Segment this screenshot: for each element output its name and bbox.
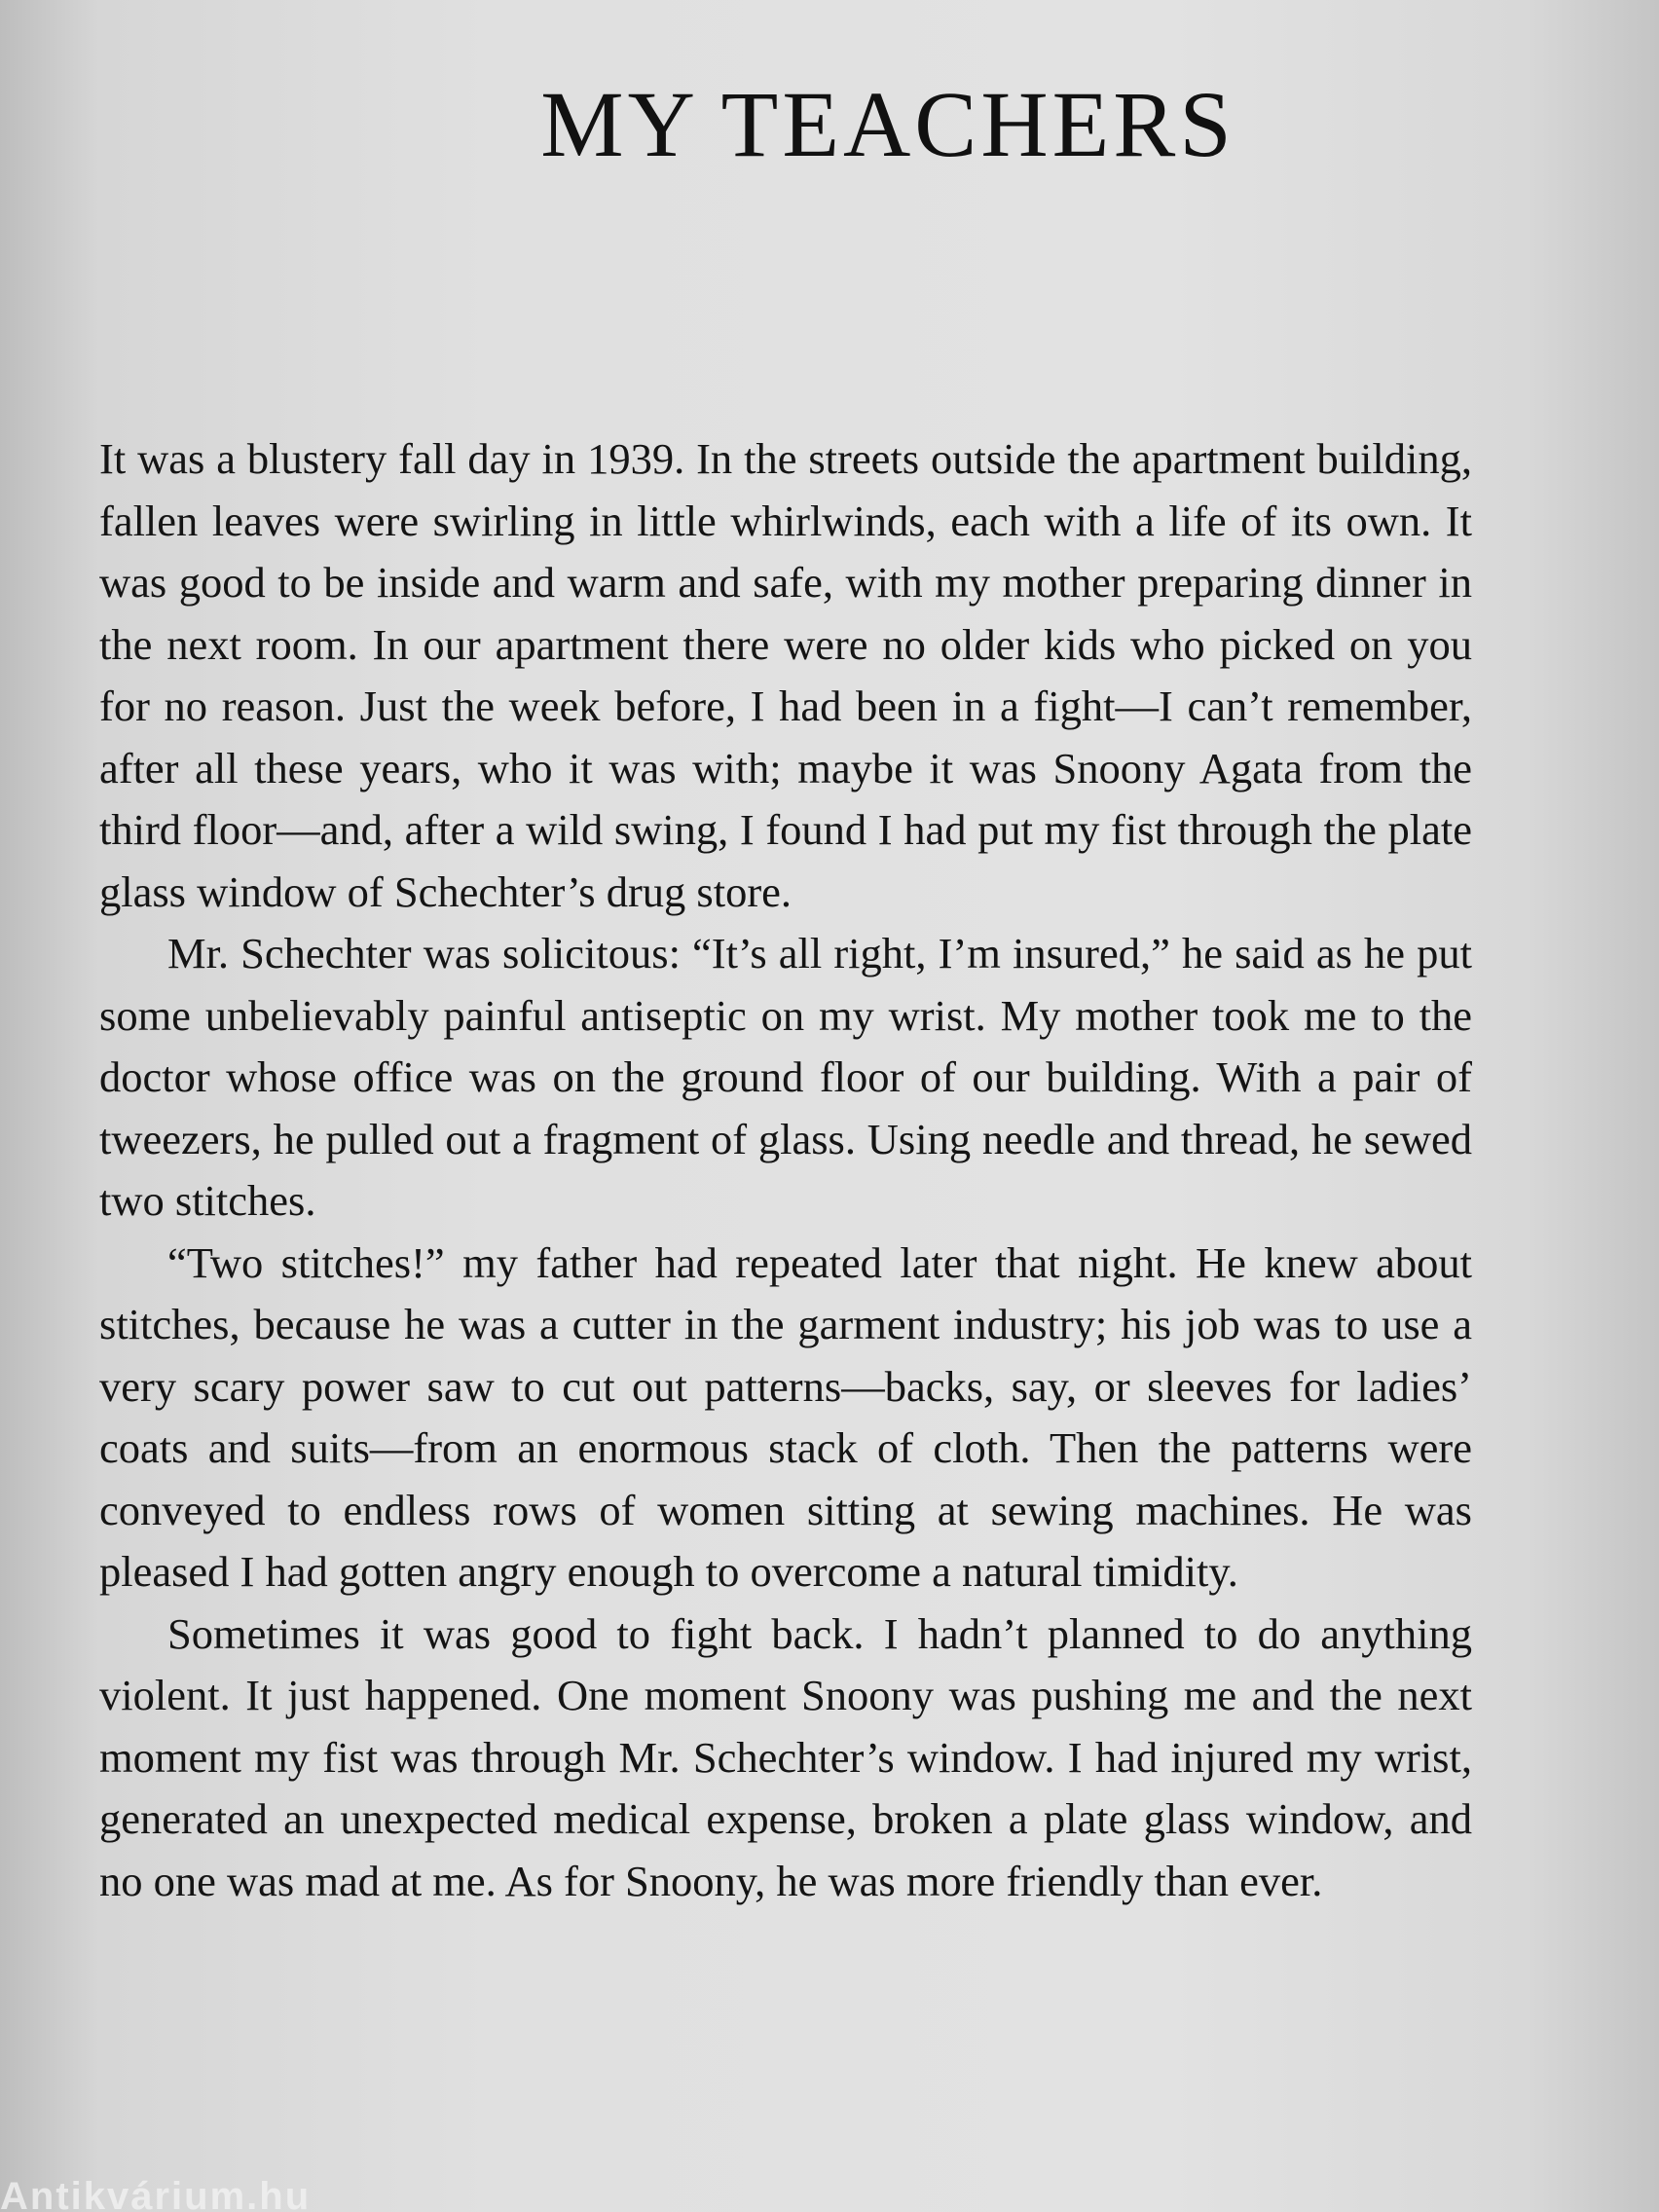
chapter-title: MY TEACHERS [540, 72, 1235, 176]
watermark: Antikvárium.hu [0, 2175, 312, 2212]
paragraph: It was a blustery fall day in 1939. In the streets outside the apartment building, fallen leaves were swirling in little whirlwinds, each with a life of its own. It was good to be inside and warm and safe, with my mother preparing dinner in the next room. In our apartment there were no older kids who picked on you for no reason. Just the week before, I had been in a fight—I can’t remember, after all these years, who it was with; maybe it was Snoony Agata from the third floor—and, after a wild swing, I found I had put my fist through the plate glass window of Schechter’s drug store. [99, 434, 1472, 916]
chapter-body [99, 428, 1472, 1912]
paragraph: “Two stitches!” my father had repeated later that night. He knew about stitches, because he was a cutter in the garment industry; his job was to use a very scary power saw to cut out patterns—backs, say, or sleeves for ladies’ coats and suits—from an enormous stack of cloth. Then the patterns were conveyed to endless rows of women sitting at sewing machines. He was pleased I had gotten angry enough to overcome a natural timidity. [99, 1237, 1472, 1596]
paragraph: Sometimes it was good to fight back. I hadn’t planned to do anything violent. It just happened. One moment Snoony was pushing me and the next moment my fist was through Mr. Schechter’s window. I had injured my wrist, generated an unexpected medical expense, broken a plate glass window, and no one was mad at me. As for Snoony, he was more friendly than ever. [99, 1608, 1472, 1905]
paragraph: Mr. Schechter was solicitous: “It’s all right, I’m insured,” he said as he put some unbelievably painful antiseptic on my wrist. My mother took me to the doctor whose office was on the ground floor of our building. With a pair of tweezers, he pulled out a fragment of glass. Using needle and thread, he sewed two stitches. [99, 929, 1472, 1225]
